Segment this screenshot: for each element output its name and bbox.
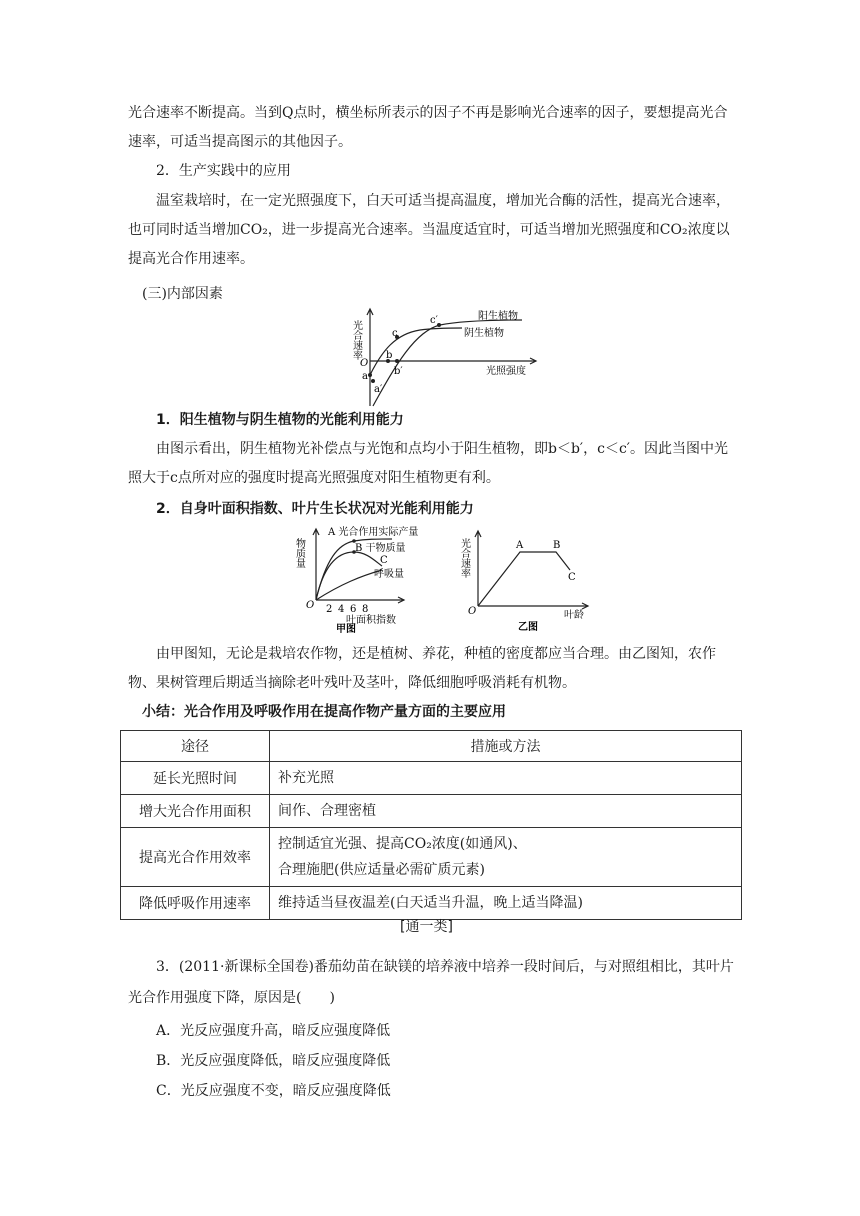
fig3-origin: O	[468, 606, 477, 617]
fig3-pt-A: A	[516, 540, 524, 551]
shade-plant-curve	[370, 328, 462, 375]
fig2-origin: O	[306, 600, 315, 611]
fig1-pt-b2: b′	[394, 366, 403, 377]
fig3-pt-B: B	[553, 540, 561, 551]
subsection-sun-shade: 1．阳生植物与阴生植物的光能利用能力	[156, 412, 404, 428]
respiration-curve	[316, 570, 382, 600]
table-row	[121, 762, 742, 795]
fig2-x-label: 叶面积指数	[346, 615, 396, 626]
table-cell-method-line: 控制适宜光强、提高CO₂浓度(如通风)、	[278, 836, 527, 852]
table-cell-way: 降低呼吸作用速率	[121, 887, 270, 920]
summary-table	[120, 730, 742, 920]
paragraph-practice: 温室栽培时，在一定光照强度下，白天可适当提高温度，增加光合酶的活性，提高光合速率，也可同时适当增加CO₂，进一步提高光合速率。当温度适宜时，可适当增加光照强度和CO₂浓度以提高光合作用速率。	[128, 193, 730, 267]
table-row	[121, 795, 742, 828]
fig1-origin: O	[360, 358, 369, 369]
table-cell-way: 延长光照时间	[121, 762, 270, 795]
table-cell-way: 提高光合作用效率	[121, 828, 270, 887]
fig2-label-resp: 呼吸量	[374, 569, 404, 580]
fig2-y-label: 物质量	[293, 538, 305, 568]
paragraph-sun-shade: 由图示看出，阴生植物光补偿点与光饱和点均小于阳生植物，即b＜b′，c＜c′。因此当图中光照大于c点所对应的强度时提高光照强度对阳生植物更有利。	[128, 441, 728, 486]
section-title-practice: 2．生产实践中的应用	[156, 163, 291, 179]
option-a: A．光反应强度升高，暗反应强度降低	[156, 1023, 391, 1039]
fig2-tick: 8	[362, 604, 369, 615]
fig3-x-label: 叶龄	[564, 610, 584, 621]
fig1-pt-c: c	[392, 328, 398, 339]
fig1-shade-label: 阴生植物	[464, 328, 504, 339]
table-cell-method: 间作、合理密植	[270, 795, 742, 828]
fig1-pt-a2: a′	[374, 384, 383, 395]
fig1-pt-c2: c′	[430, 315, 438, 326]
leaf-age-figure	[460, 528, 600, 634]
table-header: 途径	[121, 731, 270, 762]
table-header: 措施或方法	[270, 731, 742, 762]
leaf-area-figure	[293, 524, 446, 635]
table-cell-method-line: 合理施肥(供应适量必需矿质元素)	[278, 862, 485, 878]
fig2-caption: 甲图	[336, 624, 356, 635]
fig1-sun-label: 阳生植物	[478, 311, 518, 322]
paragraph-figures: 由甲图知，无论是栽培农作物，还是植树、养花，种植的密度都应当合理。由乙图知，农作物、果树管理后期适当摘除老叶残叶及茎叶，降低细胞呼吸消耗有机物。	[128, 646, 716, 691]
dry-matter-curve	[316, 552, 382, 600]
option-c: C．光反应强度不变，暗反应强度降低	[156, 1083, 391, 1099]
table-cell-way: 增大光合作用面积	[121, 795, 270, 828]
table-header-row	[121, 731, 742, 762]
fig3-caption: 乙图	[518, 622, 538, 633]
fig2-tick: 2	[326, 604, 333, 615]
tonglei-label: [通一类]	[400, 919, 453, 935]
table-cell-method	[270, 828, 742, 887]
option-b: B．光反应强度降低，暗反应强度降低	[156, 1053, 391, 1069]
section-title-internal: (三)内部因素	[142, 286, 223, 302]
fig1-pt-a: a	[362, 371, 368, 382]
fig2-label-B: B 干物质量	[355, 543, 406, 554]
table-row	[121, 828, 742, 887]
fig3-y-label: 光合速率	[458, 538, 470, 578]
question-text: 3．(2011·新课标全国卷)番茄幼苗在缺镁的培养液中培养一段时间后，与对照组相比，其叶片光合作用强度下降，原因是( )	[128, 959, 734, 1006]
table-cell-method: 补充光照	[270, 762, 742, 795]
summary-title: 小结：光合作用及呼吸作用在提高作物产量方面的主要应用	[142, 704, 506, 720]
table-row	[121, 887, 742, 920]
fig2-tick: 6	[350, 604, 357, 615]
fig1-y-label: 光合速率	[350, 320, 362, 360]
light-curve-figure	[340, 306, 540, 410]
fig3-pt-C: C	[568, 572, 576, 583]
leaf-age-curve	[478, 552, 570, 606]
fig2-tick: 4	[338, 604, 345, 615]
table-cell-method: 维持适当昼夜温差(白天适当升温，晚上适当降温)	[270, 887, 742, 920]
fig2-label-A: A 光合作用实际产量	[328, 527, 419, 538]
paragraph-intro: 光合速率不断提高。当到Q点时，横坐标所表示的因子不再是影响光合速率的因子，要想提高光合速率，可适当提高图示的其他因子。	[128, 105, 728, 150]
fig1-x-label: 光照强度	[486, 366, 526, 377]
fig1-pt-b: b	[386, 350, 393, 361]
subsection-leaf-area: 2．自身叶面积指数、叶片生长状况对光能利用能力	[156, 501, 474, 517]
fig2-label-C: C	[380, 555, 388, 566]
